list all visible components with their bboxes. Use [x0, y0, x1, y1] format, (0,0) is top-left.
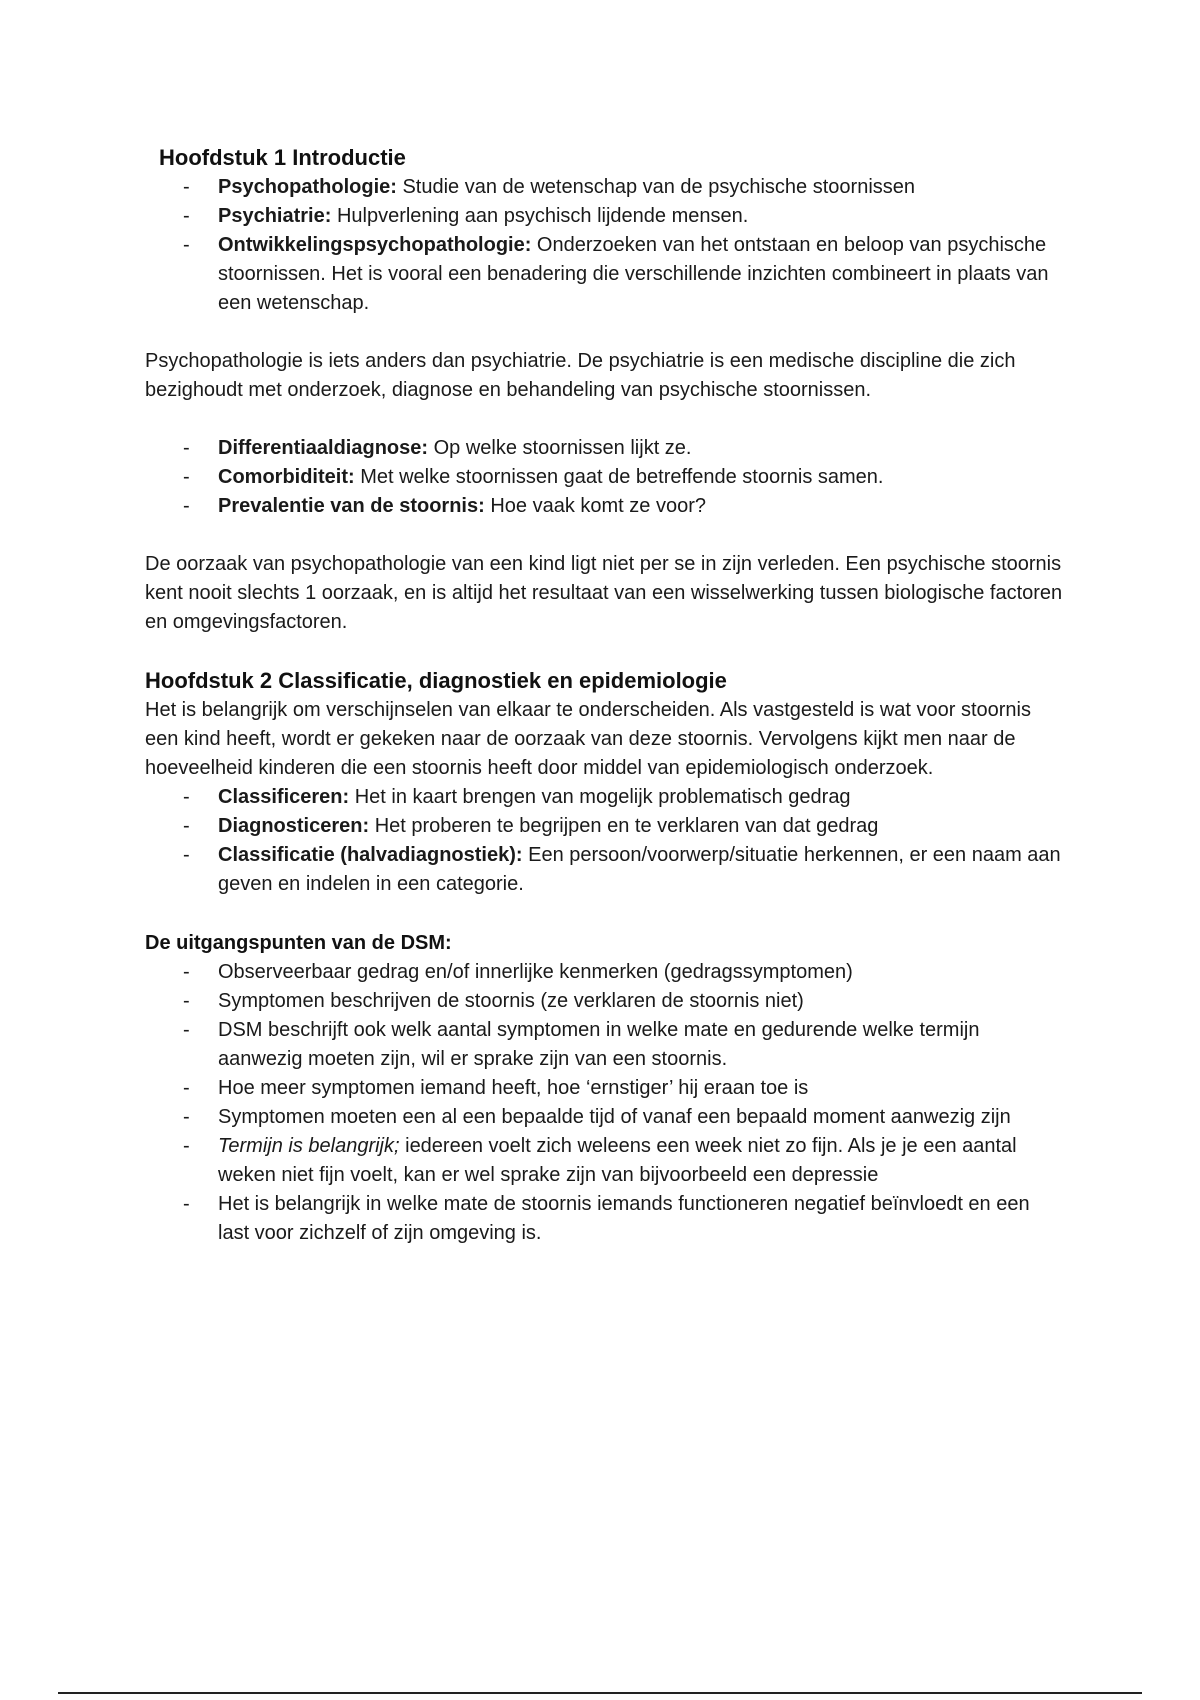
chapter1-paragraph-cause: De oorzaak van psychopathologie van een kind ligt niet per se in zijn verleden. Een psychische stoornis kent nooit slechts 1 oorzaak, en is altijd het resultaat van een wisselwerking tussen biologische factoren en omgevingsfactoren.: [145, 553, 1063, 633]
spacer: [145, 637, 1065, 666]
list-item: [145, 783, 1065, 812]
definition-term: Classificeren:: [218, 786, 350, 808]
dash-bullet: -: [183, 815, 190, 837]
definition-term: Diagnosticeren:: [218, 815, 370, 837]
dash-bullet: -: [183, 961, 190, 983]
bottom-divider: [58, 1692, 1142, 1694]
dash-bullet: -: [183, 1106, 190, 1128]
list-item: [145, 463, 1065, 492]
chapter2-intro: Het is belangrijk om verschijnselen van elkaar te onderscheiden. Als vastgesteld is wat voor stoornis een kind heeft, wordt er gekeken naar de oorzaak van deze stoornis. Vervolgens kijkt men naar de hoeveelheid kinderen die een stoornis heeft door middel van epidemiologisch onderzoek.: [145, 699, 1031, 779]
list-item: [145, 958, 1065, 987]
dsm-point-text: DSM beschrijft ook welk aantal symptomen in welke mate en gedurende welke termijn aanwezig moeten zijn, wil er sprake zijn van een stoornis.: [218, 1019, 980, 1070]
dash-bullet: -: [183, 1019, 190, 1041]
dash-bullet: -: [183, 1135, 190, 1157]
list-item: [145, 841, 1065, 899]
chapter1-concepts-list: [145, 434, 1065, 521]
concept-text: Met welke stoornissen gaat de betreffende stoornis samen.: [354, 466, 884, 488]
spacer: [145, 405, 1065, 434]
dash-bullet: -: [183, 466, 190, 488]
definition-text: Een persoon/voorwerp/situatie herkennen, er een naam aan geven en indelen in een categorie.: [218, 844, 1061, 895]
definition-term: Classificatie (halvadiagnostiek):: [218, 844, 523, 866]
dash-bullet: -: [183, 990, 190, 1012]
dsm-point-text: Hoe meer symptomen iemand heeft, hoe ‘ernstiger’ hij eraan toe is: [218, 1077, 809, 1099]
chapter1-definitions-list: [145, 173, 1065, 318]
dash-bullet: -: [183, 176, 190, 198]
dash-bullet: -: [183, 844, 190, 866]
dash-bullet: -: [183, 437, 190, 459]
dsm-point-text: Symptomen beschrijven de stoornis (ze verklaren de stoornis niet): [218, 990, 804, 1012]
concept-term: Comorbiditeit:: [218, 466, 355, 488]
list-item: [145, 202, 1065, 231]
list-item: [145, 1103, 1065, 1132]
definition-text: Onderzoeken van het ontstaan en beloop van psychische stoornissen. Het is vooral een benadering die verschillende inzichten combineert in plaats van een wetenschap.: [218, 234, 1049, 314]
concept-text: Op welke stoornissen lijkt ze.: [428, 437, 692, 459]
dsm-heading: De uitgangspunten van de DSM:: [145, 932, 452, 954]
dsm-point-text: iedereen voelt zich weleens een week niet zo fijn. Als je je een aantal weken niet fijn voelt, kan er wel sprake zijn van bijvoorbeeld een depressie: [218, 1135, 1017, 1186]
spacer: [145, 318, 1065, 347]
dsm-point-emphasis: Termijn is belangrijk;: [218, 1135, 400, 1157]
concept-text: Hoe vaak komt ze voor?: [484, 495, 706, 517]
list-item: [145, 1016, 1065, 1074]
list-item: [145, 812, 1065, 841]
spacer: [145, 899, 1065, 928]
dash-bullet: -: [183, 495, 190, 517]
chapter2-definitions-list: [145, 783, 1065, 899]
definition-term: Ontwikkelingspsychopathologie:: [218, 234, 532, 256]
chapter1-title: Hoofdstuk 1 Introductie: [159, 145, 406, 170]
definition-text: Studie van de wetenschap van de psychische stoornissen: [396, 176, 916, 198]
dsm-point-text: Het is belangrijk in welke mate de stoornis iemands functioneren negatief beïnvloedt en een last voor zichzelf of zijn omgeving is.: [218, 1193, 1030, 1244]
concept-term: Differentiaaldiagnose:: [218, 437, 429, 459]
list-item: [145, 231, 1065, 318]
list-item: [145, 173, 1065, 202]
definition-term: Psychopathologie:: [218, 176, 397, 198]
dash-bullet: -: [183, 786, 190, 808]
list-item: [145, 434, 1065, 463]
document-content: [145, 143, 1065, 1248]
definition-text: Het proberen te begrijpen en te verklaren van dat gedrag: [369, 815, 879, 837]
dash-bullet: -: [183, 205, 190, 227]
dsm-point-text: Observeerbaar gedrag en/of innerlijke kenmerken (gedragssymptomen): [218, 961, 853, 983]
dsm-point-text: Symptomen moeten een al een bepaalde tijd of vanaf een bepaald moment aanwezig zijn: [218, 1106, 1011, 1128]
list-item: [145, 492, 1065, 521]
list-item: [145, 1074, 1065, 1103]
dash-bullet: -: [183, 1193, 190, 1215]
spacer: [145, 521, 1065, 550]
list-item: [145, 1132, 1065, 1190]
dash-bullet: -: [183, 1077, 190, 1099]
list-item: [145, 987, 1065, 1016]
definition-text: Het in kaart brengen van mogelijk problematisch gedrag: [349, 786, 851, 808]
list-item: [145, 1190, 1065, 1248]
chapter1-paragraph-psychiatry: Psychopathologie is iets anders dan psychiatrie. De psychiatrie is een medische discipline die zich bezighoudt met onderzoek, diagnose en behandeling van psychische stoornissen.: [145, 350, 1016, 401]
definition-text: Hulpverlening aan psychisch lijdende mensen.: [331, 205, 749, 227]
dsm-points-list: [145, 958, 1065, 1248]
definition-term: Psychiatrie:: [218, 205, 332, 227]
concept-term: Prevalentie van de stoornis:: [218, 495, 485, 517]
dash-bullet: -: [183, 234, 190, 256]
chapter2-title: Hoofdstuk 2 Classificatie, diagnostiek en epidemiologie: [145, 668, 727, 693]
